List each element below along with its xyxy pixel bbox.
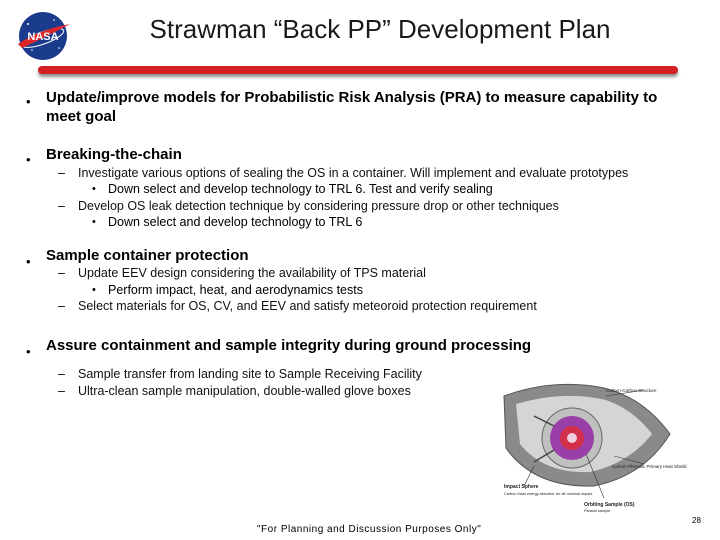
- bullet-3-sub-1-sub-text: Perform impact, heat, and aerodynamics tests: [108, 283, 363, 297]
- label-orbiting-sample-sub: Parasol sample: [584, 509, 611, 513]
- bullet-3-sub-2-marker: –: [58, 299, 65, 313]
- bullet-2-sub-2-sub-marker: •: [92, 216, 96, 228]
- bullet-2-sub-1-sub-text: Down select and develop technology to TRL 6. Test and verify sealing: [108, 182, 493, 196]
- bullet-3-sub-1-sub-marker: •: [92, 284, 96, 296]
- slide-title: Strawman “Back PP” Development Plan: [149, 14, 611, 44]
- bullet-2-sub-1-text: Investigate various options of sealing the OS in a container. Will implement and evaluate prototypes: [78, 166, 629, 180]
- label-heat-shield: Carbon Phenolic Primary Heat Shield: [612, 464, 687, 469]
- label-impact-sphere-sub: Carbon foam energy absorber for off-nominal impact: [504, 492, 593, 496]
- nasa-logo: [14, 10, 72, 62]
- bullet-3-sub-1-text: Update EEV design considering the availability of TPS material: [78, 266, 426, 280]
- bullet-3-text: Sample container protection: [46, 247, 249, 264]
- bullet-3-marker: •: [26, 254, 31, 269]
- bullet-4-sub-1-text: Sample transfer from landing site to Sample Receiving Facility: [78, 367, 422, 381]
- bullet-2-sub-2-sub-text: Down select and develop technology to TRL 6: [108, 215, 363, 229]
- bullet-2-sub-1-sub-marker: •: [92, 183, 96, 195]
- bullet-2-text: Breaking-the-chain: [46, 146, 182, 163]
- bullet-2-marker: •: [26, 152, 31, 167]
- logo-text: NASA: [27, 31, 59, 43]
- bullet-4-marker: •: [26, 344, 31, 359]
- label-carbon-structure: Carbon-Carbon Structure: [606, 388, 657, 393]
- bullet-3-sub-1-marker: –: [58, 266, 65, 280]
- label-orbiting-sample: Orbiting Sample (OS): [584, 502, 635, 508]
- bullet-1-line-2: meet goal: [46, 108, 117, 125]
- footer-note: "For Planning and Discussion Purposes Only": [257, 524, 482, 535]
- page-number: 28: [692, 516, 701, 525]
- label-impact-sphere: Impact Sphere: [504, 484, 539, 490]
- bullet-4-text: Assure containment and sample integrity during ground processing: [46, 337, 532, 354]
- bullet-4-sub-2-marker: –: [58, 384, 65, 398]
- bullet-1-line-1: Update/improve models for Probabilistic Risk Analysis (PRA) to measure capability to: [46, 89, 658, 106]
- capsule-cutaway-figure: [494, 376, 690, 516]
- bullet-4-sub-1-marker: –: [58, 367, 65, 381]
- bullet-2-sub-1-marker: –: [58, 166, 65, 180]
- title-rule: [38, 66, 678, 74]
- bullet-1-marker: •: [26, 94, 31, 109]
- bullet-2-sub-2-text: Develop OS leak detection technique by considering pressure drop or other techniques: [78, 199, 559, 213]
- bullet-4-sub-2-text: Ultra-clean sample manipulation, double-walled glove boxes: [78, 384, 411, 398]
- bullet-3-sub-2-text: Select materials for OS, CV, and EEV and satisfy meteoroid protection requirement: [78, 299, 537, 313]
- bullet-2-sub-2-marker: –: [58, 199, 65, 213]
